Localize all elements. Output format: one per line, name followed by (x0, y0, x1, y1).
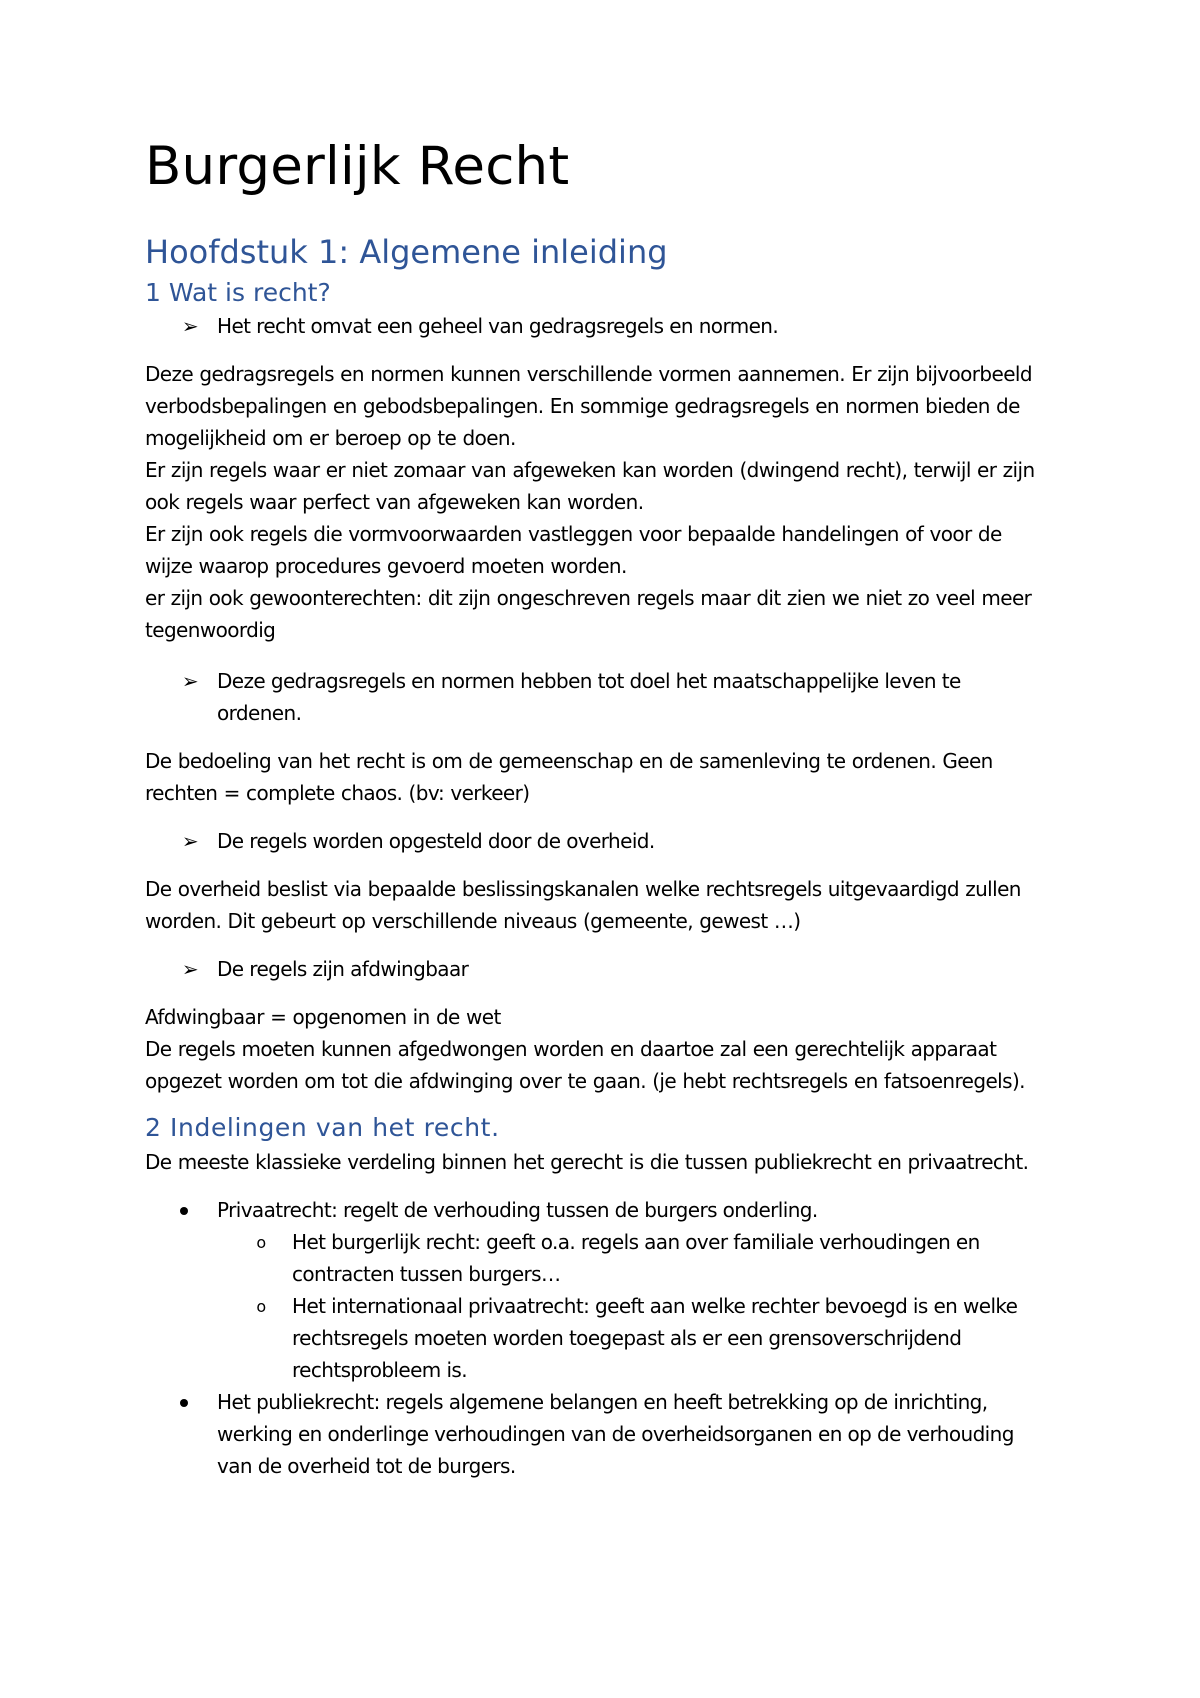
paragraph-line: De regels moeten kunnen afgedwongen worden en daartoe zal een gerechtelijk apparaat (145, 1037, 997, 1061)
ring-bullet-icon: o (256, 1297, 266, 1316)
paragraph-1 (145, 358, 1065, 646)
arrow-point-text: ordenen. (217, 701, 302, 725)
paragraph-line: verbodsbepalingen en gebodsbepalingen. En sommige gedragsregels en normen bieden de (145, 394, 1020, 418)
paragraph-line: worden. Dit gebeurt op verschillende niveaus (gemeente, gewest …) (145, 909, 801, 933)
paragraph-line: mogelijkheid om er beroep op te doen. (145, 426, 516, 450)
sub-bullet-text: rechtsregels moeten worden toegepast als er een grensoverschrijdend (292, 1326, 962, 1350)
arrow-point-text: De regels worden opgesteld door de overheid. (217, 829, 655, 853)
bullet-dot-icon (180, 1207, 188, 1215)
paragraph-2 (145, 745, 1065, 809)
paragraph-line: wijze waarop procedures gevoerd moeten worden. (145, 554, 627, 578)
paragraph-3 (145, 873, 1065, 937)
paragraph-line: ook regels waar perfect van afgeweken kan worden. (145, 490, 644, 514)
paragraph-line: Er zijn ook regels die vormvoorwaarden vastleggen voor bepaalde handelingen of voor de (145, 522, 1002, 546)
arrow-point-text: De regels zijn afdwingbaar (217, 957, 469, 981)
arrow-point-text: Deze gedragsregels en normen hebben tot doel het maatschappelijke leven te (217, 669, 961, 693)
paragraph-line: De overheid beslist via bepaalde beslissingskanalen welke rechtsregels uitgevaardigd zullen (145, 877, 1021, 901)
ring-bullet-icon: o (256, 1233, 266, 1252)
arrow-bullet-icon: ➢ (181, 314, 199, 338)
arrow-bullet-icon: ➢ (181, 669, 199, 693)
paragraph-line: Deze gedragsregels en normen kunnen verschillende vormen aannemen. Er zijn bijvoorbeeld (145, 362, 1032, 386)
paragraph-line: opgezet worden om tot die afdwinging over te gaan. (je hebt rechtsregels en fatsoenregels). (145, 1069, 1025, 1093)
paragraph-line: De meeste klassieke verdeling binnen het gerecht is die tussen publiekrecht en privaatrecht. (145, 1150, 1029, 1174)
paragraph-line: tegenwoordig (145, 618, 276, 642)
sub-bullet-text: Het burgerlijk recht: geeft o.a. regels aan over familiale verhoudingen en (292, 1230, 980, 1254)
arrow-bullet-icon: ➢ (181, 829, 199, 853)
paragraph-line: Er zijn regels waar er niet zomaar van afgeweken kan worden (dwingend recht), terwijl er zijn (145, 458, 1035, 482)
section-2-intro (145, 1146, 1065, 1178)
document-title: Burgerlijk Recht (145, 136, 570, 197)
arrow-point-text: Het recht omvat een geheel van gedragsregels en normen. (217, 314, 779, 338)
bullet-dot-icon (180, 1399, 188, 1407)
paragraph-line: rechten = complete chaos. (bv: verkeer) (145, 781, 530, 805)
bullet-text: Privaatrecht: regelt de verhouding tussen de burgers onderling. (217, 1198, 818, 1222)
section-heading-1: 1 Wat is recht? (145, 278, 331, 307)
paragraph-line: Afdwingbaar = opgenomen in de wet (145, 1005, 501, 1029)
sub-bullet-text: Het internationaal privaatrecht: geeft aan welke rechter bevoegd is en welke (292, 1294, 1018, 1318)
sub-bullet-text: contracten tussen burgers… (292, 1262, 561, 1286)
paragraph-4 (145, 1001, 1065, 1097)
bullet-text: Het publiekrecht: regels algemene belangen en heeft betrekking op de inrichting, (217, 1390, 988, 1414)
bullet-text: van de overheid tot de burgers. (217, 1454, 516, 1478)
paragraph-line: er zijn ook gewoonterechten: dit zijn ongeschreven regels maar dit zien we niet zo veel meer (145, 586, 1032, 610)
paragraph-line: De bedoeling van het recht is om de gemeenschap en de samenleving te ordenen. Geen (145, 749, 993, 773)
chapter-heading: Hoofdstuk 1: Algemene inleiding (145, 233, 668, 271)
arrow-bullet-icon: ➢ (181, 957, 199, 981)
sub-bullet-text: rechtsprobleem is. (292, 1358, 467, 1382)
bullet-text: werking en onderlinge verhoudingen van de overheidsorganen en op de verhouding (217, 1422, 1014, 1446)
section-heading-2: 2 Indelingen van het recht. (145, 1113, 500, 1142)
